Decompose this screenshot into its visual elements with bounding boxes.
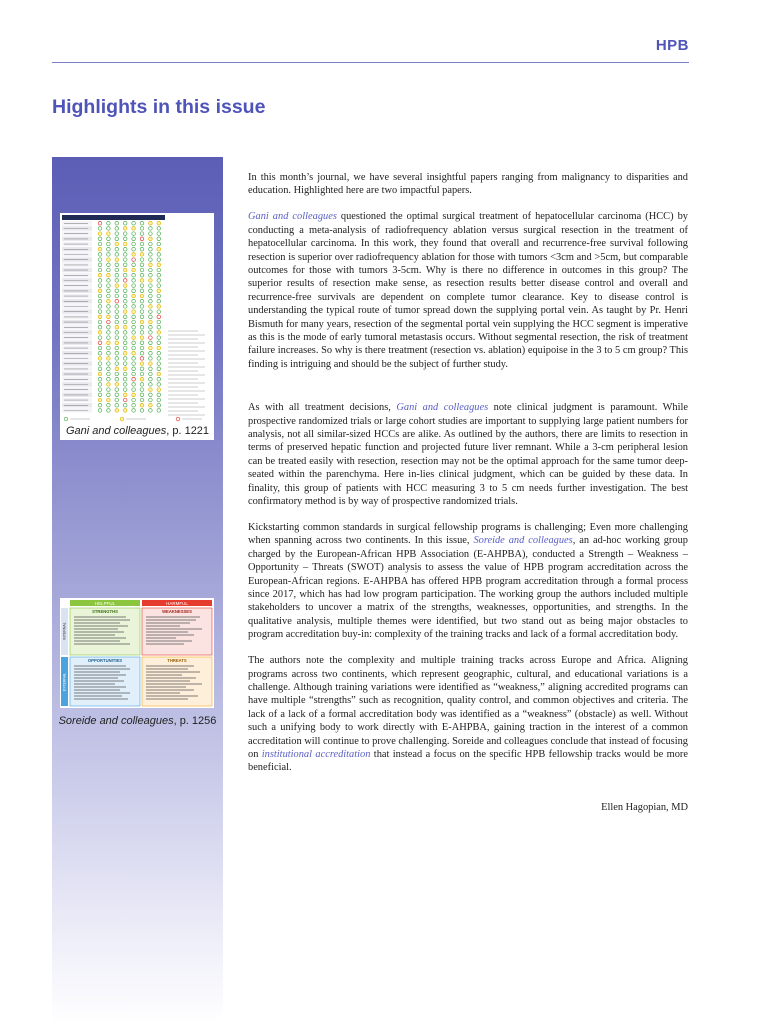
figure2-caption-page: , p. 1256 (173, 715, 217, 727)
gani-link-2[interactable]: Gani and colleagues (396, 402, 489, 414)
figure2-caption (52, 715, 223, 727)
figure1-caption-page: , p. 1221 (166, 425, 210, 437)
table-figure-graphic (60, 213, 214, 423)
swot-opportunities-title: OPPORTUNITIES (87, 658, 123, 663)
figure1-caption (52, 425, 223, 437)
paragraph-gani-1 (248, 210, 688, 371)
section-title: Highlights in this issue (52, 96, 266, 118)
figure-soreide-swot[interactable] (60, 598, 214, 708)
swot-internal-label: INTERNAL (62, 622, 67, 640)
paragraph-gani-2-after: note clinical judgment is paramount. While prospective randomized trials or large cohort studies are important to supplying large patient numbers for analysis, not all similar-sized HCCs are alike. As outlined by the authors, there are limits to resection in terms of preserved hepatic function and projected future liver remnant. While a 3-cm peripheral lesion can be treated easily with resection, resection may not be the optimal approach for the same tumor deep-seated within the parenchyma. Here in-lies clinical judgment, which can be guided by these data. In finality, this group of patients with HCC measuring 3 to 5 cm needs further investigation. The best confirmatory method is by way of prospective randomized trials. (248, 402, 689, 508)
paragraph-soreide-1-before: Kickstarting common standards in surgical fellowship programs is challenging; Even more challenging when spanning across two continents. In this issue, (248, 521, 688, 547)
figure-gani-table[interactable] (60, 213, 214, 440)
journal-name: HPB (655, 37, 689, 54)
paragraph-soreide-1 (248, 521, 688, 642)
paragraph-soreide-2-before: The authors note the complexity and multiple training tracks across Europe and Africa. Aligning programs across two continents, which represent geographic, cultural, and educational variations is a challenge. Although training variations were identified as “weakness,” aligning accredited programs can have multiple “strengths” such as recognition, quality control, and common objectives and criteria. The lack of a lack of a formal accreditation body was identified as a “weakness” (obstacle) as well. Without such a unifying body to work directly with E-AHPBA, gaining traction in the interest of a common accreditation will continue to prove challenging. Soreide and colleagues conclude that instead of focusing on (248, 655, 688, 760)
figure2-caption-authors: Soreide and colleagues (58, 715, 174, 727)
paragraph-gani-1-text: questioned the optimal surgical treatment of hepatocellular carcinoma (HCC) by conducting a meta-analysis of radiofrequency ablation versus surgical resection in the treatment of hepatocellular carcinoma. In this work, they found that overall and recurrence-free survival following resection is superior over radiofrequency ablation for those with tumors <3cm and >5cm, but comparable outcomes for those with tumors 3-5cm. Why is there no difference in outcomes in this group? The superior results of resection make sense, as resection results better disease control and overall and recurrence-free survivals are dependent on complete tumor clearance. Key to disease control is understanding the typical route of tumor spread down the supplying portal vein. As taught by Pr. Henri Bismuth for many years, resection of the segmental portal vein supplying the HCC segment is imperative as this is the mode of early tumoral metastasis occurs. Without segmental resection, the risk of treatment failure increases. So why is there treatment (resection vs. ablation) equipoise in the 3 to 5 cm group? This finding is intriguing and should be the subject of further study. (248, 211, 688, 370)
paragraph-soreide-2-after: that instead a focus on the specific HPB fellowship tracks would be more beneficial. (248, 748, 688, 774)
swot-harmful-label: HARMFUL (166, 601, 188, 606)
paragraph-soreide-1-after: , an ad-hoc working group charged by the European-African HPB Association (E-AHPBA), conducted a Strength – Weakness – Opportunity – Threats (SWOT) analysis to assess the value of HPB program accreditation across the European-African regions. E-AHPBA has offered HPB program accreditation through a formal process since 2017, which has had low program participation. The working group the authors included multiple stakeholders to uncover a matrix of the strengths, weaknesses, opportunities, and strengths. In the qualitative analysis, multiple themes were identified, but two stand out as being major obstacles to program accreditation buy-in: complexity of the training tracks and lack of a formal accreditation body. (248, 535, 688, 641)
swot-strengths-title: STRENGTHS (92, 609, 118, 614)
swot-external-label: EXTERNAL (62, 672, 67, 692)
institutional-accreditation-link[interactable]: institutional accreditation (261, 748, 371, 760)
intro-paragraph: In this month’s journal, we have several insightful papers ranging from malignancy to disparities and education. Highlighted here are two impactful papers. (248, 172, 688, 197)
swot-figure-graphic (60, 598, 214, 708)
soreide-link[interactable]: Soreide and colleagues (473, 535, 573, 547)
author-signature: Ellen Hagopian, MD (601, 801, 688, 813)
paragraph-soreide-2 (248, 654, 688, 775)
sidebar (52, 157, 223, 1024)
swot-helpful-label: HELPFUL (94, 601, 116, 606)
figure1-caption-authors: Gani and colleagues (65, 425, 167, 437)
article-body (248, 171, 688, 827)
header-rule (52, 62, 689, 63)
swot-weaknesses-title: WEAKNESSES (162, 609, 192, 614)
paragraph-gani-2 (248, 401, 688, 508)
gani-link[interactable]: Gani and colleagues (248, 211, 337, 223)
paragraph-gani-2-before: As with all treatment decisions, (248, 402, 397, 414)
swot-threats-title: THREATS (167, 658, 187, 663)
